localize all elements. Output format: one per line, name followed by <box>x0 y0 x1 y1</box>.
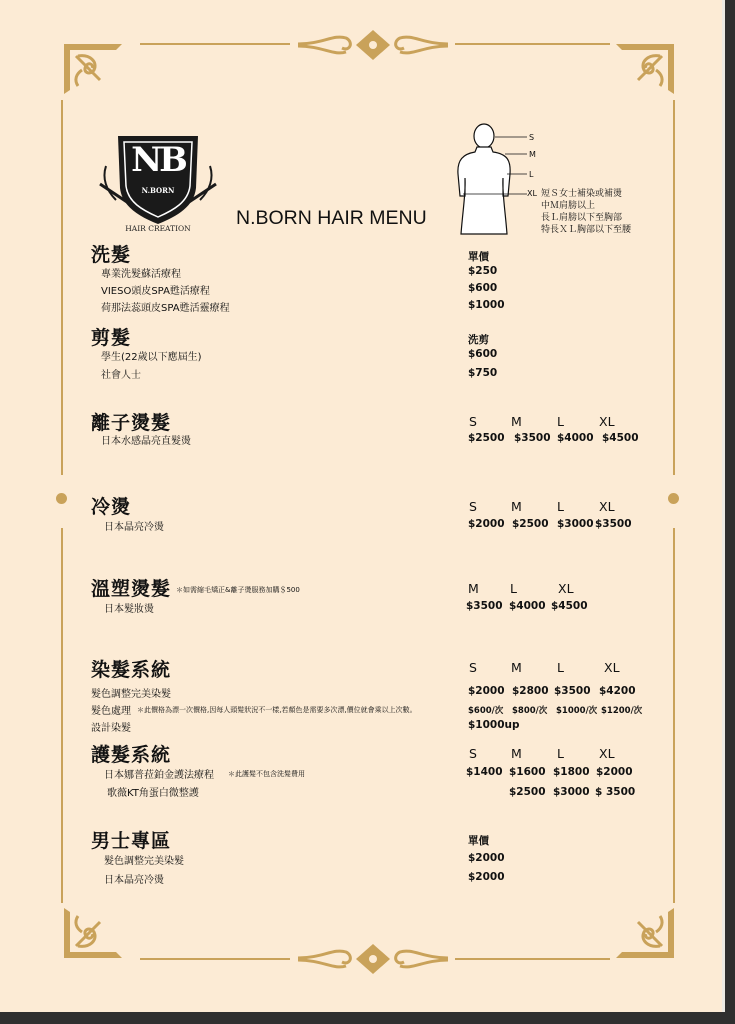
border-top-right-line <box>455 43 610 45</box>
care-size-m: M <box>511 746 522 761</box>
dye-item-2-price-xl: $1200/次 <box>601 706 643 716</box>
ion-size-l: L <box>557 414 564 429</box>
wash-item-1: 專業洗髮蘇活療程 <box>101 269 181 280</box>
cold-size-xl: XL <box>599 499 615 514</box>
warm-price-m: $3500 <box>466 600 503 612</box>
section-title-ion: 離子燙髮 <box>91 412 172 434</box>
warm-size-xl: XL <box>558 581 574 596</box>
care-item-1-price-l: $1800 <box>553 766 590 778</box>
dye-item-1-price-s: $2000 <box>468 685 505 697</box>
warm-size-l: L <box>510 581 517 596</box>
cut-price-header: 洗剪 <box>468 334 489 346</box>
cut-item-1: 學生(22歲以下應屆生) <box>101 352 202 363</box>
ion-size-xl: XL <box>599 414 615 429</box>
size-label-l: L <box>529 170 534 179</box>
section-title-warm: 溫塑燙髮 <box>91 578 172 600</box>
brand-logo <box>98 128 218 234</box>
section-title-care: 護髮系統 <box>91 744 172 766</box>
care-size-xl: XL <box>599 746 615 761</box>
ion-size-m: M <box>511 414 522 429</box>
care-item-2-price-xl: $ 3500 <box>595 786 636 798</box>
cut-item-2-price: $750 <box>468 367 498 379</box>
border-left-upper-line <box>61 100 63 475</box>
corner-ornament-bottom-right <box>612 906 678 962</box>
border-bottom-left-line <box>140 958 290 960</box>
wash-item-2: VIESO頭皮SPA甦活療程 <box>101 286 210 297</box>
cold-item-1: 日本晶亮冷燙 <box>104 522 164 533</box>
care-item-1: 日本娜普菈鉑金護法療程 <box>104 770 214 781</box>
corner-ornament-top-left <box>60 40 126 96</box>
corner-ornament-top-right <box>612 40 678 96</box>
cold-price-l: $3000 <box>557 518 594 530</box>
care-item-1-price-s: $1400 <box>466 766 503 778</box>
care-item-1-price-xl: $2000 <box>596 766 633 778</box>
corner-ornament-bottom-left <box>60 906 126 962</box>
section-title-dye: 染髮系統 <box>91 659 172 681</box>
cold-size-s: S <box>469 499 477 514</box>
dye-item-2-price-l: $1000/次 <box>556 706 598 716</box>
ion-price-l: $4000 <box>557 432 594 444</box>
section-title-cut: 剪髮 <box>91 327 132 349</box>
dye-item-3: 設計染髮 <box>91 723 131 734</box>
right-edge-rail <box>722 0 725 1012</box>
warm-price-l: $4000 <box>509 600 546 612</box>
warm-price-xl: $4500 <box>551 600 588 612</box>
dye-item-1: 髮色調整完美染髮 <box>91 689 171 700</box>
wash-item-1-price: $250 <box>468 265 498 277</box>
men-item-2-price: $2000 <box>468 871 505 883</box>
cold-price-s: $2000 <box>468 518 505 530</box>
dye-size-s: S <box>469 660 477 675</box>
dye-size-xl: XL <box>604 660 620 675</box>
men-item-1-price: $2000 <box>468 852 505 864</box>
cold-size-l: L <box>557 499 564 514</box>
cold-size-m: M <box>511 499 522 514</box>
section-title-cold: 冷燙 <box>91 496 132 518</box>
border-right-upper-line <box>673 100 675 475</box>
size-label-m: M <box>529 150 536 159</box>
care-item-1-note: ＊此護髮不包含洗髮費用 <box>228 770 305 778</box>
wash-item-3: 荷那法蕊頭皮SPA甦活靈療程 <box>101 303 230 314</box>
wash-price-header: 單價 <box>468 251 489 263</box>
warm-size-m: M <box>468 581 479 596</box>
border-left-lower-line <box>61 528 63 903</box>
care-item-2-price-l: $3000 <box>553 786 590 798</box>
dye-item-2-note: ＊此價格為漂一次價格,因每人頭髮狀況不一樣,若顏色是需要多次漂,價位就會乘以上次數。 <box>137 706 417 714</box>
dye-item-3-price: $1000up <box>468 719 520 731</box>
men-item-1: 髮色調整完美染髮 <box>104 856 184 867</box>
logo-tagline: HAIR CREATION <box>125 224 191 233</box>
ion-size-s: S <box>469 414 477 429</box>
border-left-dot <box>56 493 67 504</box>
border-right-lower-line <box>673 528 675 903</box>
dye-item-2-price-s: $600/次 <box>468 706 504 716</box>
men-item-2: 日本晶亮冷燙 <box>104 875 164 886</box>
size-label-s: S <box>529 133 535 142</box>
border-bottom-right-line <box>455 958 610 960</box>
care-item-1-price-m: $1600 <box>509 766 546 778</box>
border-right-dot <box>668 493 679 504</box>
wash-item-3-price: $1000 <box>468 299 505 311</box>
bottom-flourish-ornament <box>292 938 454 980</box>
logo-brand-name: N.BORN <box>141 186 175 195</box>
warm-note: ＊如需縮毛矯正&離子燙服務加購＄500 <box>176 586 300 594</box>
dye-item-2: 髮色處理 <box>91 706 131 717</box>
men-price-header: 單價 <box>468 835 489 847</box>
size-note-s: 短Ｓ女士補染或補燙 <box>541 189 623 199</box>
cut-item-2: 社會人士 <box>101 370 141 381</box>
care-item-2: 歌薇KT角蛋白微整護 <box>107 788 199 799</box>
border-top-left-line <box>140 43 290 45</box>
size-label-xl: XL <box>527 189 537 198</box>
care-size-s: S <box>469 746 477 761</box>
size-note-m: 中Ｍ肩膀以上 <box>541 201 596 211</box>
section-title-wash: 洗髮 <box>91 244 132 266</box>
ion-price-s: $2500 <box>468 432 505 444</box>
dye-item-2-price-m: $800/次 <box>512 706 548 716</box>
ion-price-m: $3500 <box>514 432 551 444</box>
size-note-xl: 特長ＸＬ胸部以下至腰 <box>541 225 632 235</box>
dye-size-m: M <box>511 660 522 675</box>
cut-item-1-price: $600 <box>468 348 498 360</box>
care-size-l: L <box>557 746 564 761</box>
wash-item-2-price: $600 <box>468 282 498 294</box>
cold-price-m: $2500 <box>512 518 549 530</box>
logo-initials: NB <box>131 140 185 180</box>
menu-title: N.BORN HAIR MENU <box>236 207 427 229</box>
dye-item-1-price-l: $3500 <box>554 685 591 697</box>
section-title-men: 男士專區 <box>91 830 172 852</box>
top-flourish-ornament <box>292 24 454 66</box>
dye-size-l: L <box>557 660 564 675</box>
cold-price-xl: $3500 <box>595 518 632 530</box>
ion-item-1: 日本水感晶亮直髮燙 <box>101 436 191 447</box>
dye-item-1-price-m: $2800 <box>512 685 549 697</box>
ion-price-xl: $4500 <box>602 432 639 444</box>
warm-item-1: 日本髮妝燙 <box>104 604 154 615</box>
dye-item-1-price-xl: $4200 <box>599 685 636 697</box>
size-note-l: 長Ｌ肩膀以下至胸部 <box>541 213 623 223</box>
care-item-2-price-m: $2500 <box>509 786 546 798</box>
